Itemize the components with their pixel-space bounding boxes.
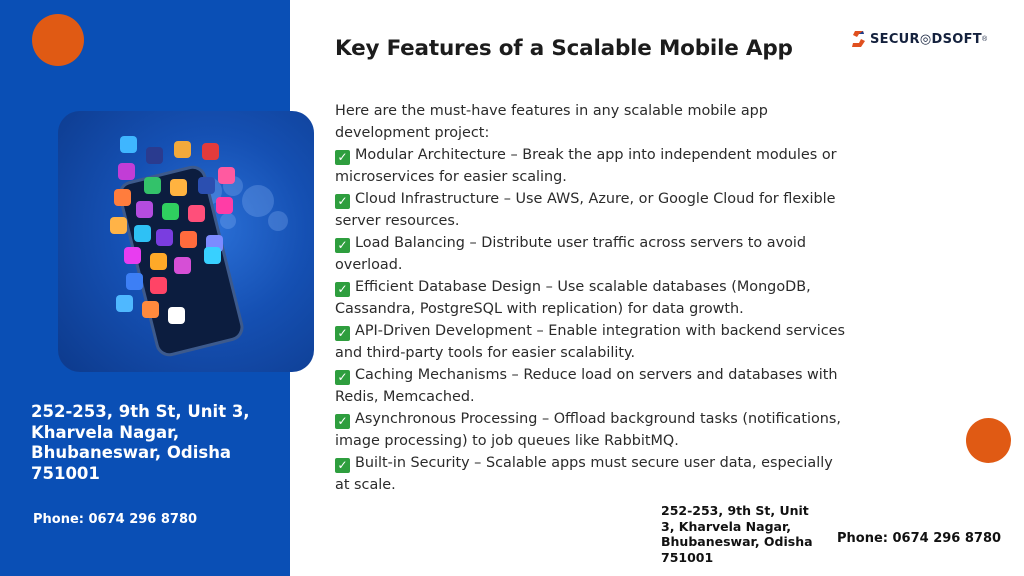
features-body xyxy=(335,100,845,496)
feature-text: Built-in Security – Scalable apps must secure user data, especially at scale. xyxy=(335,455,833,493)
logo-mark-icon xyxy=(851,29,867,49)
app-tile-icon xyxy=(180,231,197,248)
intro-text: Here are the must-have features in any scalable mobile app development project: xyxy=(335,103,768,141)
feature-item xyxy=(335,408,845,452)
company-logo xyxy=(851,28,987,50)
app-tile-icon xyxy=(134,225,151,242)
check-mark-icon: ✓ xyxy=(335,370,350,385)
app-tile-icon xyxy=(170,179,187,196)
orange-circle-decoration xyxy=(966,418,1011,463)
check-mark-icon: ✓ xyxy=(335,414,350,429)
feature-item xyxy=(335,144,845,188)
app-tile-icon xyxy=(150,253,167,270)
registered-mark: ® xyxy=(981,35,988,43)
app-tile-icon xyxy=(110,217,127,234)
chat-icon xyxy=(156,229,173,246)
feature-item xyxy=(335,452,845,496)
app-tile-icon xyxy=(124,247,141,264)
slide-title: Key Features of a Scalable Mobile App xyxy=(335,36,793,61)
app-tile-icon xyxy=(120,136,137,153)
feature-text: Caching Mechanisms – Reduce load on servers and databases with Redis, Memcached. xyxy=(335,367,838,405)
app-tile-icon xyxy=(174,141,191,158)
feature-text: Efficient Database Design – Use scalable databases (MongoDB, Cassandra, PostgreSQL with replication) for data growth. xyxy=(335,279,811,317)
feature-text: Asynchronous Processing – Offload background tasks (notifications, image processing) to job queues like RabbitMQ. xyxy=(335,411,841,449)
feature-text: Load Balancing – Distribute user traffic across servers to avoid overload. xyxy=(335,235,807,273)
feature-text: Modular Architecture – Break the app into independent modules or microservices for easier scaling. xyxy=(335,147,837,185)
app-tile-icon xyxy=(114,189,131,206)
cart-icon xyxy=(142,301,159,318)
music-icon xyxy=(116,295,133,312)
left-address-text: 252-253, 9th St, Unit 3, Kharvela Nagar, Bhubaneswar, Odisha 751001 xyxy=(31,402,250,483)
feature-item xyxy=(335,320,845,364)
app-tile-icon xyxy=(218,167,235,184)
wifi-icon xyxy=(146,147,163,164)
check-mark-icon: ✓ xyxy=(335,194,350,209)
feature-text: Cloud Infrastructure – Use AWS, Azure, or Google Cloud for flexible server resources. xyxy=(335,191,836,229)
orange-circle-decoration xyxy=(32,14,84,66)
app-tile-icon xyxy=(162,203,179,220)
check-mark-icon: ✓ xyxy=(335,458,350,473)
feature-item xyxy=(335,188,845,232)
mobile-app-illustration xyxy=(58,111,314,372)
feature-item xyxy=(335,232,845,276)
image-icon xyxy=(144,177,161,194)
feature-item xyxy=(335,364,845,408)
check-mark-icon: ✓ xyxy=(335,282,350,297)
right-address-text: 252-253, 9th St, Unit 3, Kharvela Nagar, Bhubaneswar, Odisha 751001 xyxy=(661,503,813,565)
app-tile-icon xyxy=(150,277,167,294)
right-phone-text: Phone: 0674 296 8780 xyxy=(837,531,1002,546)
check-mark-icon: ✓ xyxy=(335,150,350,165)
left-phone-text: Phone: 0674 296 8780 xyxy=(33,512,198,527)
app-tile-icon xyxy=(126,273,143,290)
play-icon xyxy=(136,201,153,218)
link-icon xyxy=(204,247,221,264)
feature-item xyxy=(335,276,845,320)
app-tile-icon xyxy=(118,163,135,180)
check-mark-icon: ✓ xyxy=(335,326,350,341)
bank-icon xyxy=(202,143,219,160)
feature-text: API-Driven Development – Enable integration with backend services and third-party tools for easier scalability. xyxy=(335,323,845,361)
camera-icon xyxy=(216,197,233,214)
app-tile-icon xyxy=(198,177,215,194)
logo-wordmark: SECUR◎DSOFT xyxy=(870,31,982,47)
check-mark-icon: ✓ xyxy=(335,238,350,253)
heart-icon xyxy=(168,307,185,324)
app-tile-icon xyxy=(188,205,205,222)
search-icon xyxy=(174,257,191,274)
